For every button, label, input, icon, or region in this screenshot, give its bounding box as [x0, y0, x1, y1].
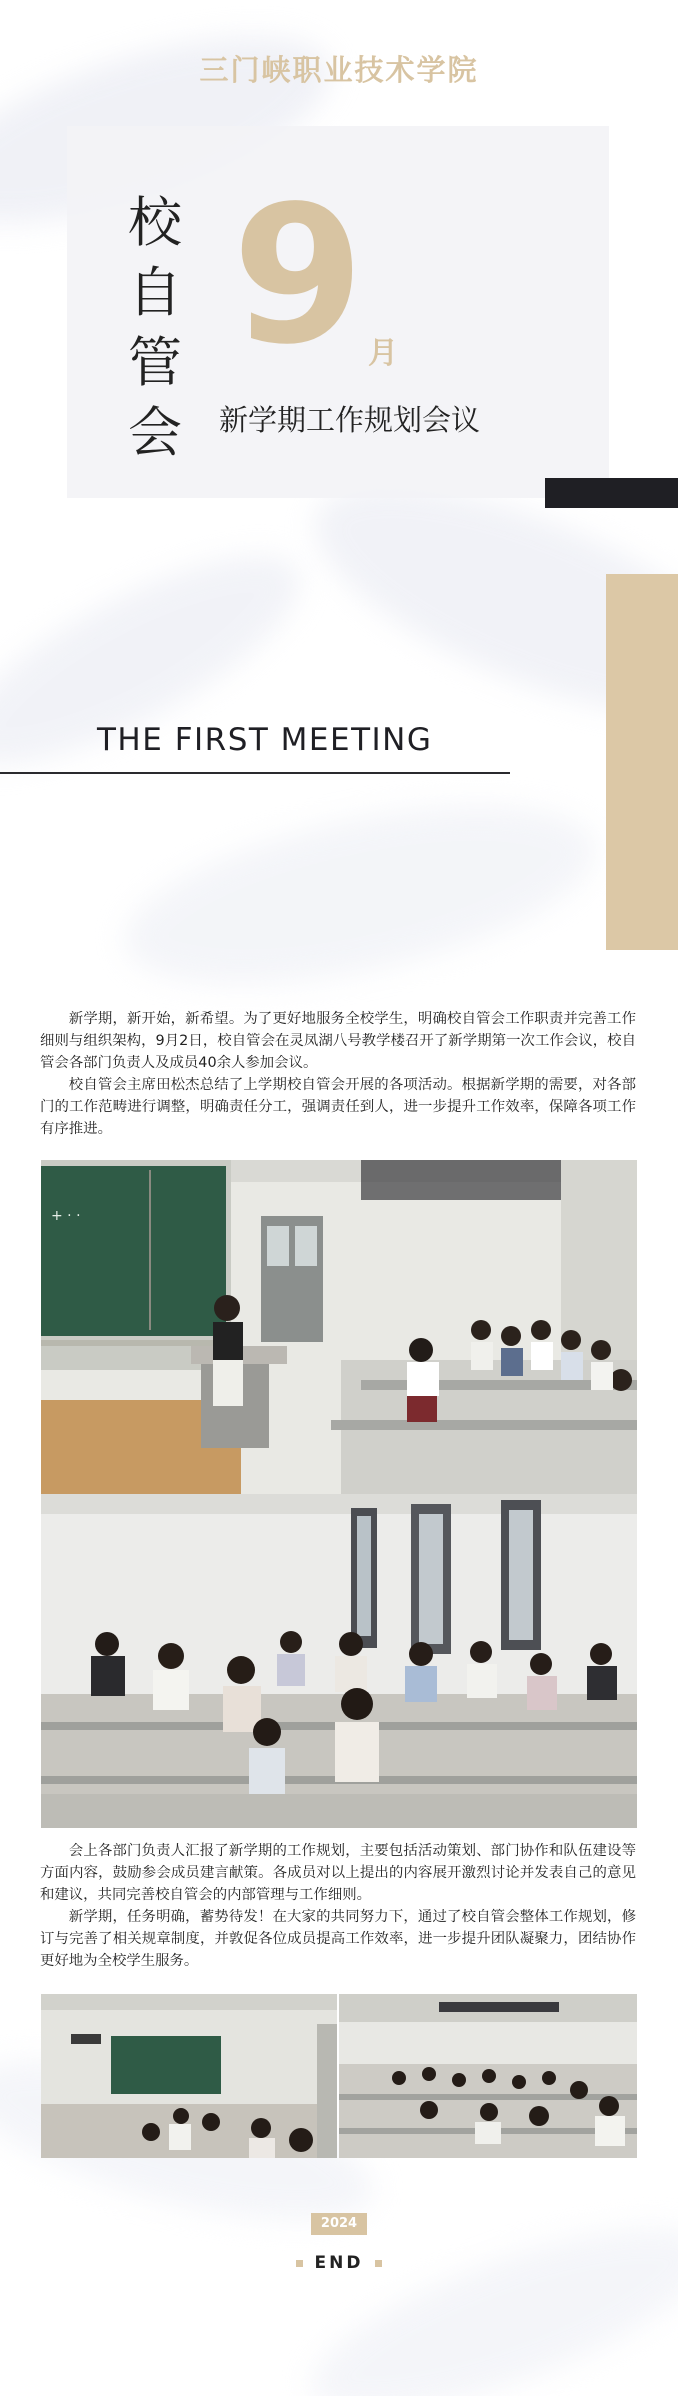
body-paragraph: 校自管会主席田松杰总结了上学期校自管会开展的各项活动。根据新学期的需要，对各部门的工作范畴进行调整，明确责任分工，强调责任到人，进一步提升工作效率，保障各项工作有序推进。 — [40, 1077, 636, 1137]
body-paragraph: 新学期，新开始，新希望。为了更好地服务全校学生，明确校自管会工作职责并完善工作细则与组织架构，9月2日，校自管会在灵凤湖八号教学楼召开了新学期第一次工作会议，校自管会各部门负责人及成员40余人参加会议。 — [40, 1011, 636, 1071]
vertical-title-char: 管 — [128, 331, 182, 394]
svg-text:+ · ·: + · · — [51, 1208, 81, 1224]
meeting-photo-classroom-left — [41, 1994, 337, 2158]
meeting-photo-students — [41, 1494, 637, 1828]
meeting-photo-classroom-right — [339, 1994, 637, 2158]
month-unit: 月 — [368, 336, 398, 371]
vertical-title-char: 校 — [128, 191, 182, 254]
body-paragraph: 新学期，任务明确，蓄势待发！在大家的共同努力下，通过了校自管会整体工作规划，修订与完善了相关规章制度，并敦促各位成员提高工作效率，进一步提升团队凝聚力，团结协作更好地为全校学生服务。 — [40, 1909, 636, 1969]
decorative-dark-bar — [545, 478, 678, 508]
vertical-title-char: 会 — [128, 401, 182, 464]
meeting-photo-front — [41, 1160, 637, 1494]
year-badge: 2024 — [311, 2213, 367, 2235]
school-name: 三门峡职业技术学院 — [199, 53, 479, 87]
background-texture — [110, 772, 611, 1019]
end-dot-left — [296, 2260, 303, 2267]
month-number: 9 — [232, 165, 365, 386]
background-texture — [0, 518, 326, 802]
end-label: END — [314, 2253, 364, 2273]
end-dot-right — [375, 2260, 382, 2267]
decorative-tan-bar — [606, 574, 678, 950]
divider-line — [0, 772, 510, 774]
vertical-title-char: 自 — [128, 261, 182, 324]
end-marker — [0, 2253, 678, 2273]
meeting-subtitle: 新学期工作规划会议 — [219, 403, 481, 437]
body-paragraph: 会上各部门负责人汇报了新学期的工作规划，主要包括活动策划、部门协作和队伍建设等方面内容，鼓励参会成员建言献策。各成员对以上提出的内容展开激烈讨论并发表自己的意见和建议，共同完善校自管会的内部管理与工作细则。 — [40, 1843, 636, 1903]
section-english-title: THE FIRST MEETING — [97, 722, 433, 758]
vertical-title — [120, 188, 190, 468]
